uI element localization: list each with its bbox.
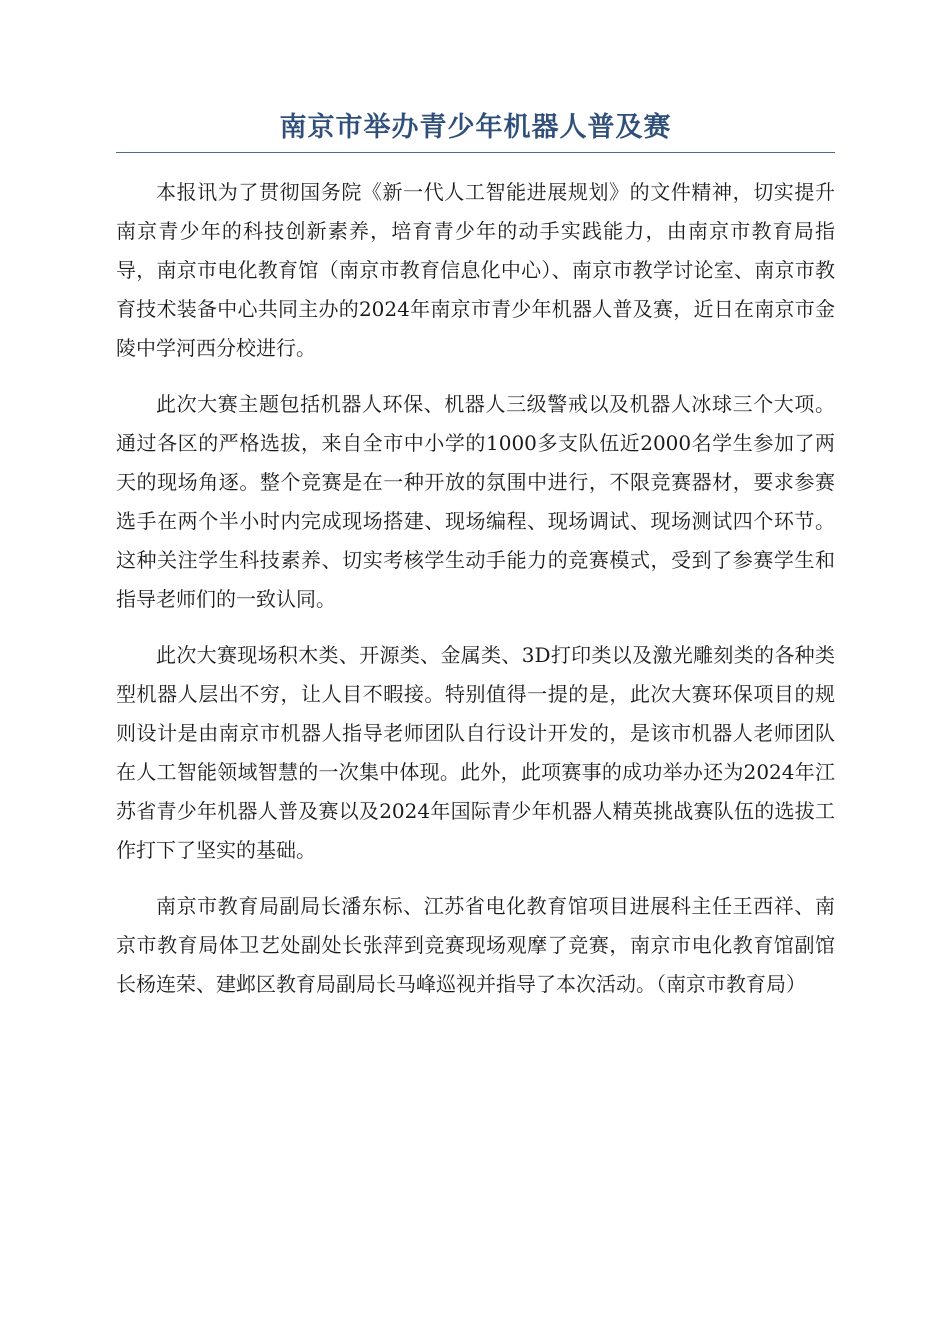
paragraph-intro: 本报讯为了贯彻国务院《新一代人工智能进展规划》的文件精神，切实提升南京青少年的科技创新素养，培育青少年的动手实践能力，由南京市教育局指导，南京市电化教育馆（南京市教育信息化中心）、南京市教学讨论室、南京市教育技术装备中心共同主办的2024年南京市青少年机器人普及赛，近日在南京市金陵中学河西分校进行。 (116, 180, 835, 360)
document-page (116, 108, 835, 1004)
paragraph-competition-theme: 此次大赛主题包括机器人环保、机器人三级警戒以及机器人冰球三个大项。通过各区的严格选拔，来自全市中小学的1000多支队伍近2000名学生参加了两天的现场角逐。整个竞赛是在一种开放的氛围中进行，不限竞赛器材，要求参赛选手在两个半小时内完成现场搭建、现场编程、现场调试、现场测试四个环节。这种关注学生科技素养、切实考核学生动手能力的竞赛模式，受到了参赛学生和指导老师们的一致认同。 (116, 392, 835, 611)
page-title: 南京市举办青少年机器人普及赛 (116, 108, 835, 153)
paragraph-officials: 南京市教育局副局长潘东标、江苏省电化教育馆项目进展科主任王西祥、南京市教育局体卫艺处副处长张萍到竞赛现场观摩了竞赛，南京市电化教育馆副馆长杨连荣、建邺区教育局副局长马峰巡视并指导了本次活动。（南京市教育局） (116, 894, 835, 996)
paragraph-robot-types: 此次大赛现场积木类、开源类、金属类、3D打印类以及激光雕刻类的各种类型机器人层出不穷，让人目不暇接。特别值得一提的是，此次大赛环保项目的规则设计是由南京市机器人指导老师团队自行设计开发的，是该市机器人老师团队在人工智能领域智慧的一次集中体现。此外，此项赛事的成功举办还为2024年江苏省青少年机器人普及赛以及2024年国际青少年机器人精英挑战赛队伍的选拔工作打下了坚实的基础。 (116, 643, 835, 862)
